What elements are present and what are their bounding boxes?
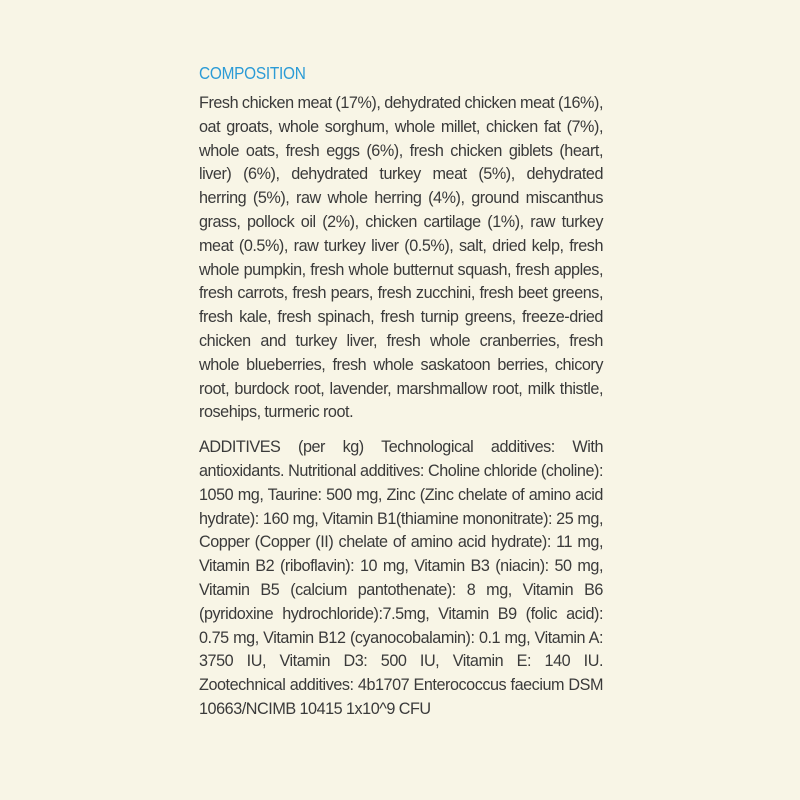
ingredients-paragraph: Fresh chicken meat (17%), dehydrated chicken meat (16%), oat groats, whole sorghum, whole millet, chicken fat (7%), whole oats, fresh eggs (6%), fresh chicken giblets (heart, liver) (6%), dehydrated turkey meat (5%), dehydrated herring (5%), raw whole herring (4%), ground miscanthus grass, pollock oil (2%), chicken cartilage (1%), raw turkey meat (0.5%), raw turkey liver (0.5%), salt, dried kelp, fresh whole pumpkin, fresh whole butternut squash, fresh apples, fresh carrots, fresh pears, fresh zucchini, fresh beet greens, fresh kale, fresh spinach, fresh turnip greens, freeze-dried chicken and turkey liver, fresh whole cranberries, fresh whole blueberries, fresh whole saskatoon berries, chicory root, burdock root, lavender, marshmallow root, milk thistle, rosehips, turmeric root. — [199, 94, 603, 422]
composition-heading: COMPOSITION — [199, 63, 306, 83]
composition-section — [199, 60, 603, 722]
additives-paragraph: ADDITIVES (per kg) Technological additives: With antioxidants. Nutritional additives: Choline chloride (choline): 1050 mg, Taurine: 500 mg, Zinc (Zinc chelate of amino acid hydrate): 160 mg, Vitamin B1(thiamine mononitrate): 25 mg, Copper (Copper (II) chelate of amino acid hydrate): 11 mg, Vitamin B2 (riboflavin): 10 mg, Vitamin B3 (niacin): 50 mg, Vitamin B5 (calcium pantothenate): 8 mg, Vitamin B6 (pyridoxine hydrochloride):7.5mg, Vitamin B9 (folic acid): 0.75 mg, Vitamin B12 (cyanocobalamin): 0.1 mg, Vitamin A: 3750 IU, Vitamin D3: 500 IU, Vitamin E: 140 IU. Zootechnical additives: 4b1707 Enterococcus faecium DSM 10663/NCIMB 10415 1x10^9 CFU — [199, 438, 603, 718]
